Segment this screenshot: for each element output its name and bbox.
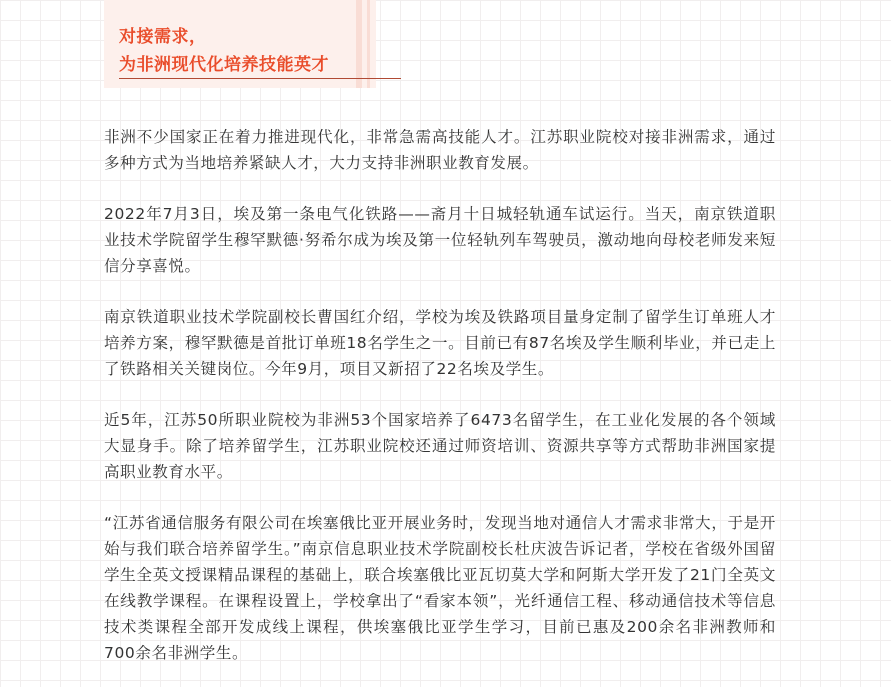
paragraph-3: 南京铁道职业技术学院副校长曹国红介绍，学校为埃及铁路项目量身定制了留学生订单班人才培养方案，穆罕默德是首批订单班18名学生之一。目前已有87名埃及学生顺利毕业，并已走上了铁路相关关键岗位。今年9月，项目又新招了22名埃及学生。 bbox=[104, 308, 776, 378]
paragraph-5: “江苏省通信服务有限公司在埃塞俄比亚开展业务时，发现当地对通信人才需求非常大，于是开始与我们联合培养留学生。”南京信息职业技术学院副校长杜庆波告诉记者，学校在省级外国留学生全英文授课精品课程的基础上，联合埃塞俄比亚瓦切莫大学和阿斯大学开发了21门全英文在线教学课程。在课程设置上，学校拿出了“看家本领”，光纤通信工程、移动通信技术等信息技术类课程全部开发成线上课程，供埃塞俄比亚学生学习，目前已惠及200余名非洲教师和700余名非洲学生。 bbox=[104, 514, 776, 662]
heading-decor-stripe bbox=[367, 0, 370, 88]
heading-underline bbox=[119, 78, 401, 79]
section-heading-line-1: 对接需求， bbox=[119, 27, 207, 47]
paragraph-2: 2022年7月3日，埃及第一条电气化铁路——斋月十日城轻轨通车试运行。当天，南京铁道职业技术学院留学生穆罕默德·努希尔成为埃及第一位轻轨列车驾驶员，激动地向母校老师发来短信分享喜悦。 bbox=[104, 205, 776, 275]
paragraph-4: 近5年，江苏50所职业院校为非洲53个国家培养了6473名留学生，在工业化发展的各个领域大显身手。除了培养留学生，江苏职业院校还通过师资培训、资源共享等方式帮助非洲国家提高职业教育水平。 bbox=[104, 411, 776, 481]
heading-decor-stripe bbox=[356, 0, 362, 88]
paragraph-1: 非洲不少国家正在着力推进现代化，非常急需高技能人才。江苏职业院校对接非洲需求，通过多种方式为当地培养紧缺人才，大力支持非洲职业教育发展。 bbox=[104, 128, 776, 172]
section-heading-line-2: 为非洲现代化培养技能英才 bbox=[119, 55, 329, 75]
